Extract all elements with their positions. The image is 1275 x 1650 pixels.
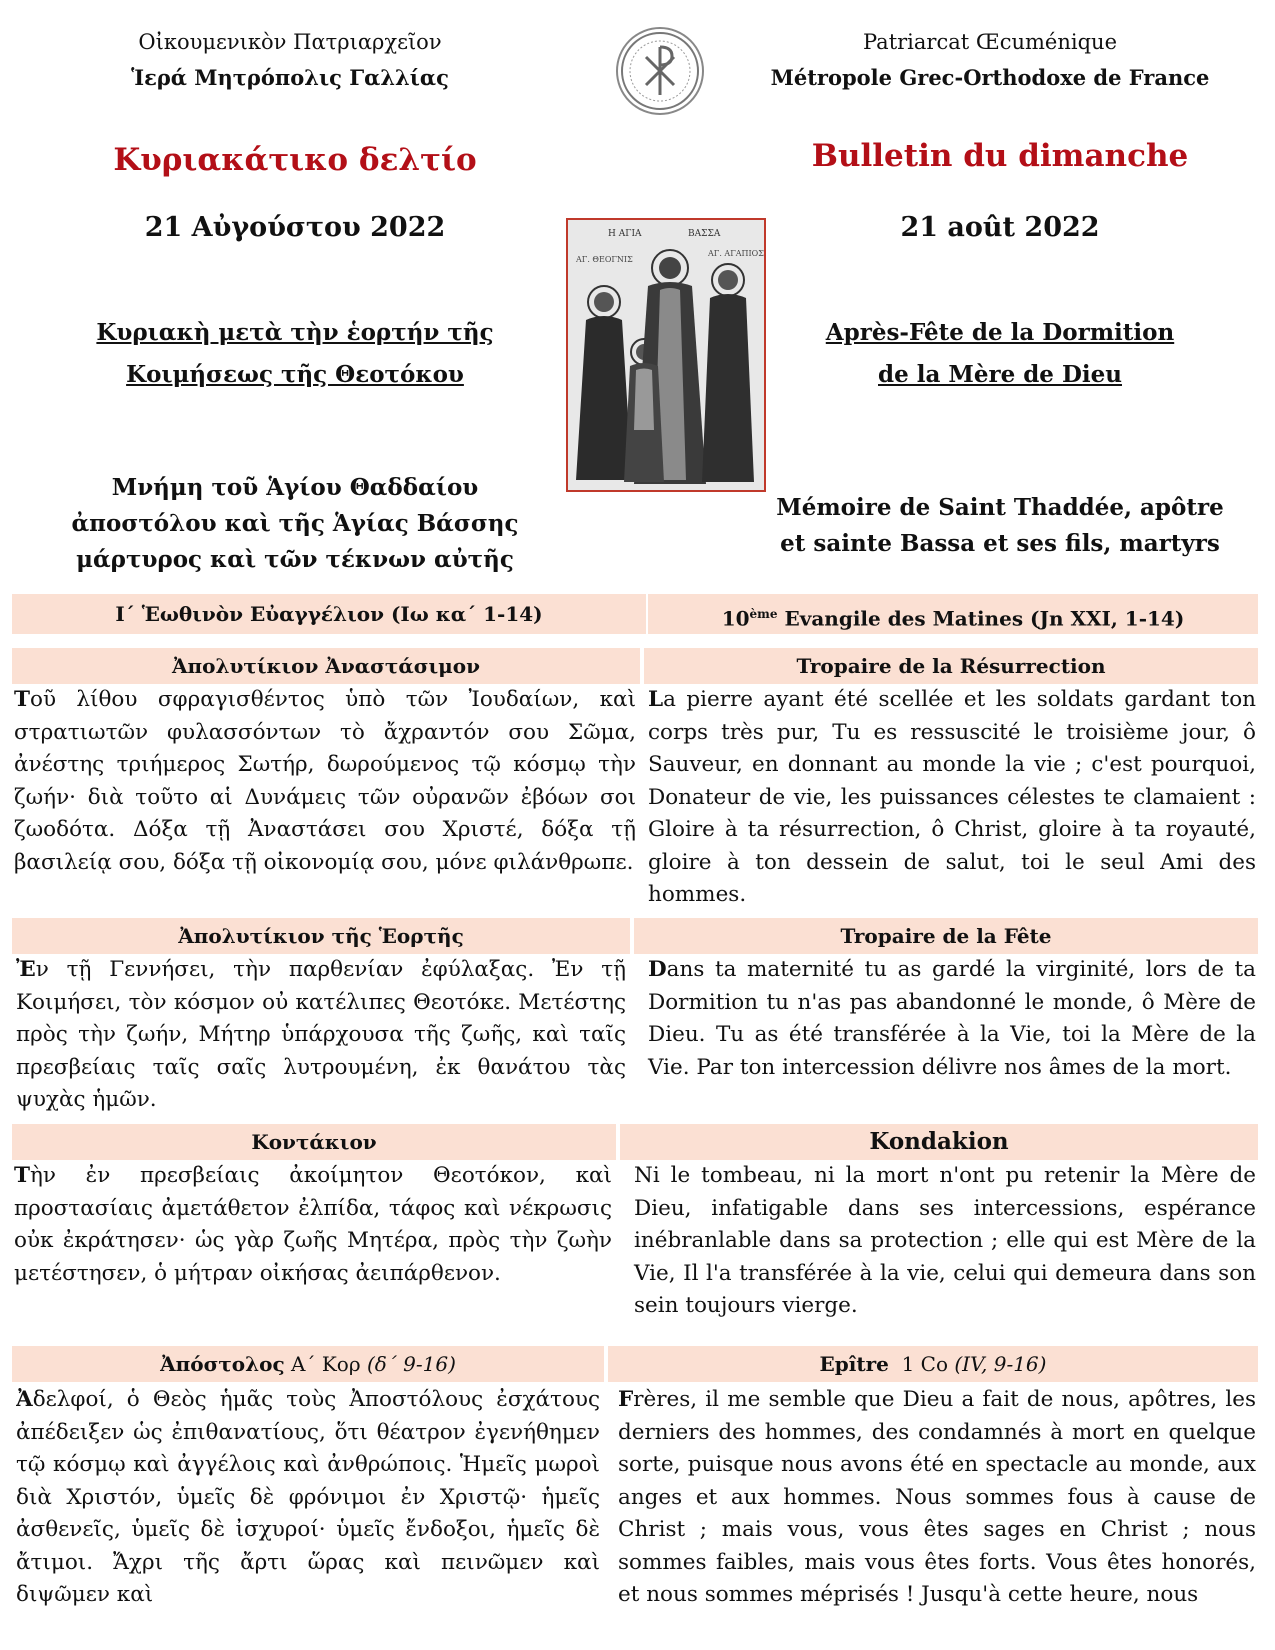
memory-greek-line1: Μνήμη τοῦ Ἁγίου Θαδδαίου: [111, 474, 479, 501]
header-right: [770, 24, 1210, 96]
date-french: 21 août 2022: [900, 212, 1100, 243]
section-3-french-title: Kondakion: [620, 1124, 1258, 1160]
svg-text:ΑΓ. ΘΕΟΓΝΙΣ: ΑΓ. ΘΕΟΓΝΙΣ: [576, 255, 633, 264]
apostle-french-label: Epître: [819, 1352, 889, 1376]
section-1-greek-text: [14, 684, 636, 879]
section-1-french-initial: L: [648, 687, 664, 712]
section-3-greek-title: Κοντάκιον: [12, 1124, 616, 1160]
gospel-french-sup: ème: [749, 607, 778, 621]
header-left: [110, 24, 470, 96]
section-2-french-text: [648, 954, 1256, 1084]
apostle-greek-text: [16, 1384, 600, 1646]
apostle-greek-ref: Α΄ Κορ: [284, 1352, 367, 1376]
section-2-french-initial: D: [648, 957, 667, 982]
memory-greek-line2: ἀποστόλου καὶ τῆς Ἁγίας Βάσσης: [71, 510, 519, 537]
section-2-french-body: ans ta maternité tu as gardé la virginité, lors de ta Dormition tu n'as pas abandonné le monde, ô Mère de Dieu. Tu as été transférée à la Vie, toi la Mère de la Vie. Par ton intercession délivre nos âmes de la mort.: [648, 957, 1256, 1080]
section-1-french-title: Tropaire de la Résurrection: [644, 648, 1258, 684]
memory-french: [770, 490, 1230, 562]
apostle-french-ref: 1 Co: [888, 1352, 955, 1376]
title-french: Bulletin du dimanche: [811, 138, 1189, 174]
section-2-greek-title: Ἀπολυτίκιον τῆς Ἑορτῆς: [12, 918, 630, 954]
memory-greek: [40, 470, 550, 578]
title-greek: Κυριακάτικο δελτίο: [113, 142, 477, 178]
section-3-greek-body: ὴν ἐν πρεσβείαις ἀκοίμητον Θεοτόκον, καὶ προστασίαις ἀμετάθετον ἐλπίδα, τάφος καὶ νέκρωσις οὐκ ἐκράτησεν· ὡς γὰρ ζωῆς Μητέρα, πρὸς τὴν ζωὴν μετέστησεν, ὁ μήτραν οἰκήσας ἀειπάρθενον.: [14, 1163, 612, 1286]
svg-text:Η ΑΓΙΑ: Η ΑΓΙΑ: [608, 229, 642, 239]
section-1-french-body: a pierre ayant été scellée et les soldats gardant ton corps très pur, Tu es ressuscité le troisième jour, ô Sauveur, en donnant au monde la vie ; c'est pourquoi, Donateur de vie, les puissances célestes te clamaient : Gloire à ta résurrection, ô Christ, gloire à ta royauté, gloire à ton dessein de salut, toi le seul Ami des hommes.: [648, 687, 1256, 907]
apostle-french-ref-italic: (IV, 9-16): [954, 1352, 1047, 1376]
apostle-greek-body: δελφοί, ὁ Θεὸς ἡμᾶς τοὺς Ἀποστόλους ἐσχάτους ἀπέδειξεν ὡς ἐπιθανατίους, ὅτι θέατρον ἐγενήθημεν τῷ κόσμῳ καὶ ἀγγέλοις καὶ ἀνθρώποις. Ἡμεῖς μωροὶ διὰ Χριστόν, ὑμεῖς δὲ φρόνιμοι ἐν Χριστῷ· ἡμεῖς ἀσθενεῖς, ὑμεῖς δὲ ἰσχυροί· ὑμεῖς ἔνδοξοι, ἡμεῖς δὲ ἄτιμοι. Ἄχρι τῆς ἄρτι ὥρας καὶ πεινῶμεν καὶ διψῶμεν καὶ: [16, 1387, 600, 1607]
feast-french-line2: de la Mère de Dieu: [878, 361, 1122, 388]
header-right-line2: Métropole Grec-Orthodoxe de France: [770, 65, 1210, 90]
section-1-greek-title: Ἀπολυτίκιον Ἀναστάσιμον: [12, 648, 640, 684]
section-3-greek-text: [14, 1160, 612, 1290]
metropolis-seal-logo: [616, 27, 704, 115]
chi-rho-seal-icon: [618, 29, 702, 113]
section-1-greek-initial: Τ: [14, 687, 30, 712]
section-1-greek-body: οῦ λίθου σφραγισθέντος ὑπὸ τῶν Ἰουδαίων, καὶ στρατιωτῶν φυλασσόντων τὸ ἄχραντόν σου Σῶμα, ἀνέστης τριήμερος Σωτήρ, δωρούμενος τῷ κόσμῳ τὴν ζωήν· διὰ τοῦτο αἱ Δυνάμεις τῶν οὐρανῶν ἐβόων σοι ζωοδότα. Δόξα τῇ Ἀναστάσει σου Χριστέ, δόξα τῇ βασιλείᾳ σου, δόξα τῇ οἰκονομίᾳ σου, μόνε φιλάνθρωπε.: [14, 687, 636, 875]
section-3-greek-initial: Τ: [14, 1163, 30, 1188]
section-2-greek-text: [16, 954, 626, 1117]
gospel-french: [648, 594, 1258, 634]
feast-french: [780, 312, 1220, 396]
section-2-greek-initial: Ἐ: [16, 957, 36, 982]
apostle-french-initial: F: [618, 1387, 634, 1412]
section-3-french-body: Ni le tombeau, ni la mort n'ont pu retenir la Mère de Dieu, infatigable dans ses intercessions, espérance inébranlable dans sa protection ; elle qui est Mère de la Vie, Il l'a transférée à la vie, celui qui demeura dans son sein toujours vierge.: [634, 1163, 1256, 1318]
header-left-line1: Οἰκουμενικὸν Πατριαρχεῖον: [138, 30, 442, 54]
saints-icon-image: [566, 218, 766, 492]
svg-text:ΒΑΣΣΑ: ΒΑΣΣΑ: [688, 229, 721, 239]
section-2-french-title: Tropaire de la Fête: [634, 918, 1258, 954]
gospel-french-pre: 10: [721, 606, 750, 631]
memory-french-line1: Mémoire de Saint Thaddée, apôtre: [776, 494, 1224, 521]
header-left-line2: Ἱερά Μητρόπολις Γαλλίας: [131, 65, 449, 90]
apostle-french-body: rères, il me semble que Dieu a fait de nous, apôtres, les derniers des hommes, des condamnés à mort en quelque sorte, puisque nous avons été en spectacle au monde, aux anges et aux hommes. Nous sommes fous à cause de Christ ; mais vous, vous êtes sages en Christ ; nous sommes faibles, mais vous êtes forts. Vous êtes honorés, et nous sommes méprisés ! Jusqu'à cette heure, nous: [618, 1387, 1256, 1607]
feast-greek-line1: Κυριακὴ μετὰ τὴν ἑορτήν τῆς: [96, 319, 494, 346]
section-3-french-text: [634, 1160, 1256, 1323]
apostle-french-text: [618, 1384, 1256, 1646]
memory-greek-line3: μάρτυρος καὶ τῶν τέκνων αὐτῆς: [76, 546, 514, 573]
apostle-greek-label: Ἀπόστολος: [160, 1352, 285, 1376]
gospel-french-post: Evangile des Matines (Jn XXI, 1-14): [777, 606, 1185, 631]
gospel-greek: Ι΄ Ἑωθινὸν Εὐαγγέλιον (Ιω κα΄ 1-14): [12, 594, 646, 634]
section-2-greek-body: ν τῇ Γεννήσει, τὴν παρθενίαν ἐφύλαξας. Ἐν τῇ Κοιμήσει, τὸν κόσμον οὐ κατέλιπες Θεοτόκε. Μετέστης πρὸς τὴν ζωήν, Μήτηρ ὑπάρχουσα τῆς ζωῆς, καὶ ταῖς πρεσβείαις ταῖς σαῖς λυτρουμένη, ἐκ θανάτου τὰς ψυχὰς ἡμῶν.: [16, 957, 626, 1112]
date-greek: 21 Αὐγούστου 2022: [144, 212, 446, 243]
apostle-french-title: [608, 1346, 1258, 1382]
feast-greek-line2: Κοιμήσεως τῆς Θεοτόκου: [126, 361, 464, 388]
svg-text:ΑΓ. ΑΓΑΠΙΟΣ: ΑΓ. ΑΓΑΠΙΟΣ: [708, 249, 764, 258]
feast-french-line1: Après-Fête de la Dormition: [825, 319, 1175, 346]
header-right-line1: Patriarcat Œcuménique: [863, 30, 1117, 54]
section-1-french-text: [648, 684, 1256, 912]
saints-figures-icon: [568, 220, 764, 490]
apostle-greek-initial: Ἀ: [16, 1387, 33, 1412]
apostle-greek-title: [12, 1346, 604, 1382]
memory-french-line2: et sainte Bassa et ses fils, martyrs: [780, 530, 1220, 557]
feast-greek: [40, 312, 550, 396]
apostle-greek-ref-italic: (δ΄ 9-16): [366, 1352, 456, 1376]
